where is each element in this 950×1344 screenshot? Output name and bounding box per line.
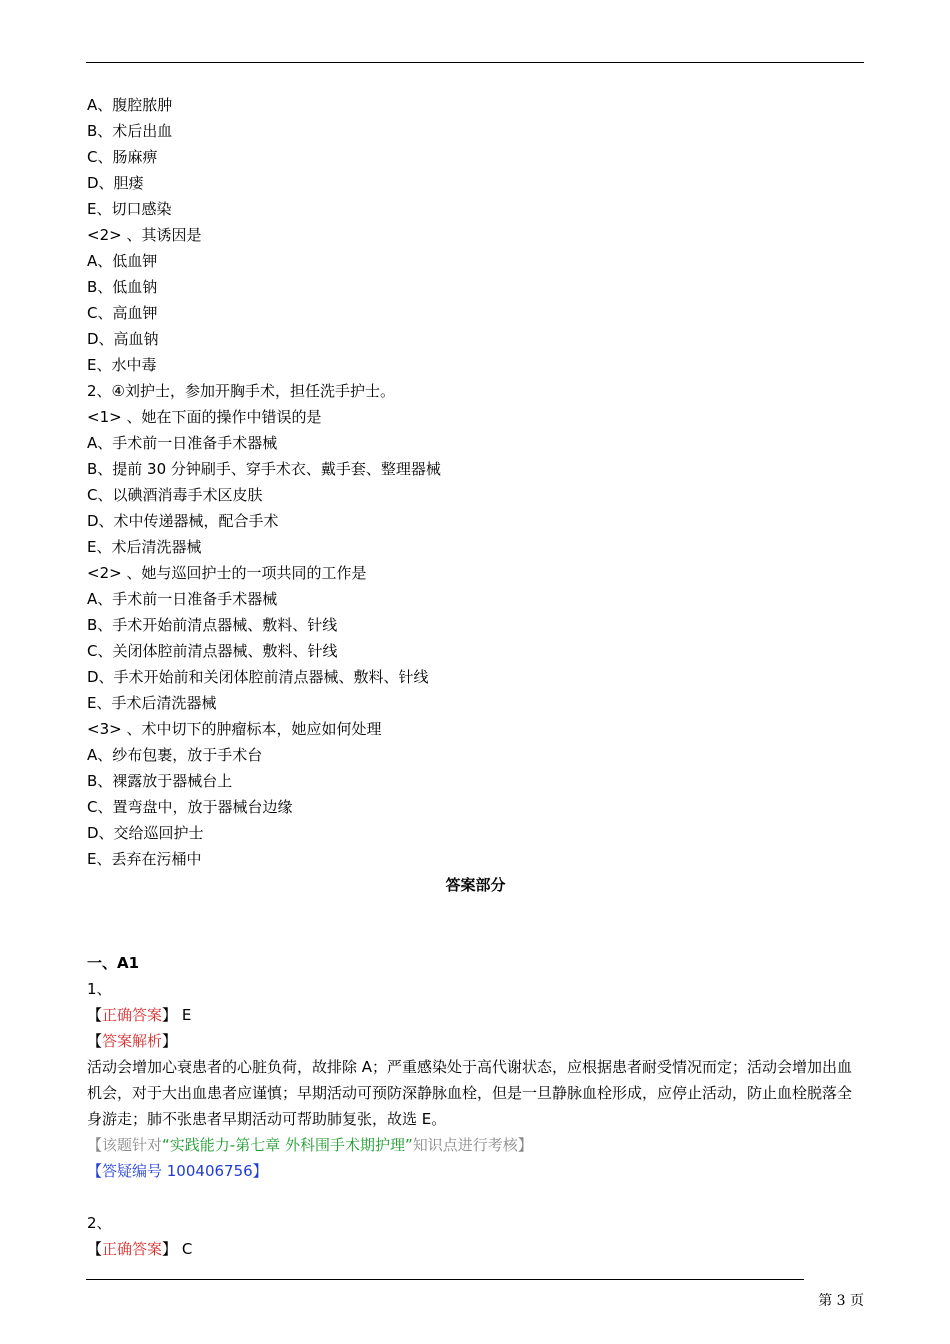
answer-1-correct: 【正确答案】 E (87, 1006, 192, 1024)
question-line: D、手术开始前和关闭体腔前清点器械、敷料、针线 (87, 668, 429, 686)
answers-title: 答案部分 (445, 876, 506, 894)
answer-1-analysis-text: 活动会增加心衰患者的心脏负荷，故排除 A；严重感染处于高代谢状态，应根据患者耐受情况而定；活动会增加出血机会，对于大出血患者应谨慎；早期活动可预防深静脉血栓，但是一旦静脉血栓形成，应停止活动，防止血栓脱落全身游走；肺不张患者早期活动可帮助肺复张，故选 E。 (87, 1058, 853, 1128)
question-line: E、丢弃在污桶中 (87, 850, 202, 868)
answers-section-heading: 一、A1 (87, 954, 140, 972)
question-line: A、纱布包裹，放于手术台 (87, 746, 263, 764)
page-content (87, 92, 864, 1262)
header-rule (86, 62, 864, 63)
question-line: D、交给巡回护士 (87, 824, 204, 842)
question-line: B、提前 30 分钟刷手、穿手术衣、戴手套、整理器械 (87, 460, 441, 478)
question-line: E、切口感染 (87, 200, 172, 218)
question-line: C、置弯盘中，放于器械台边缘 (87, 798, 293, 816)
question-options (87, 92, 864, 872)
question-line: B、手术开始前清点器械、敷料、针线 (87, 616, 338, 634)
analysis-label: 答案解析 (102, 1032, 163, 1050)
question-line: A、低血钾 (87, 252, 158, 270)
question-line: 2、④刘护士，参加开胸手术，担任洗手护士。 (87, 382, 395, 400)
question-line: C、高血钾 (87, 304, 158, 322)
answer-1-qa-id[interactable]: 【答疑编号 100406756】 (87, 1162, 268, 1180)
correct-answer-label: 正确答案 (102, 1240, 163, 1258)
question-line: <2> 、其诱因是 (87, 226, 202, 244)
question-line: D、术中传递器械，配合手术 (87, 512, 279, 530)
question-line: <1> 、她在下面的操作中错误的是 (87, 408, 322, 426)
answer-2-correct: 【正确答案】 C (87, 1240, 193, 1258)
question-line: E、水中毒 (87, 356, 157, 374)
question-line: B、低血钠 (87, 278, 158, 296)
question-line: C、以碘酒消毒手术区皮肤 (87, 486, 263, 504)
correct-answer-label: 正确答案 (102, 1006, 163, 1024)
question-line: E、术后清洗器械 (87, 538, 202, 556)
question-line: C、关闭体腔前清点器械、敷料、针线 (87, 642, 338, 660)
question-line: A、手术前一日准备手术器械 (87, 434, 278, 452)
question-line: B、术后出血 (87, 122, 173, 140)
question-line: B、裸露放于器械台上 (87, 772, 233, 790)
question-line: A、手术前一日准备手术器械 (87, 590, 278, 608)
question-line: D、胆瘘 (87, 174, 144, 192)
question-line: <3> 、术中切下的肿瘤标本，她应如何处理 (87, 720, 382, 738)
answer-2-number: 2、 (87, 1214, 112, 1232)
answer-1-number: 1、 (87, 980, 112, 998)
question-line: E、手术后清洗器械 (87, 694, 217, 712)
answer-1-analysis-heading: 【答案解析】 (87, 1032, 178, 1050)
question-line: D、高血钠 (87, 330, 159, 348)
question-line: C、肠麻痹 (87, 148, 158, 166)
correct-answer-value: E (177, 1006, 192, 1024)
page-number: 第 3 页 (818, 1293, 864, 1309)
correct-answer-value: C (177, 1240, 193, 1258)
answer-1-knowledge-point: 【该题针对“实践能力-第七章 外科围手术期护理”知识点进行考核】 (87, 1136, 533, 1154)
footer-rule (86, 1279, 804, 1280)
knowledge-point-link[interactable]: “实践能力-第七章 外科围手术期护理” (162, 1136, 413, 1154)
question-line: <2> 、她与巡回护士的一项共同的工作是 (87, 564, 367, 582)
question-line: A、腹腔脓肿 (87, 96, 173, 114)
